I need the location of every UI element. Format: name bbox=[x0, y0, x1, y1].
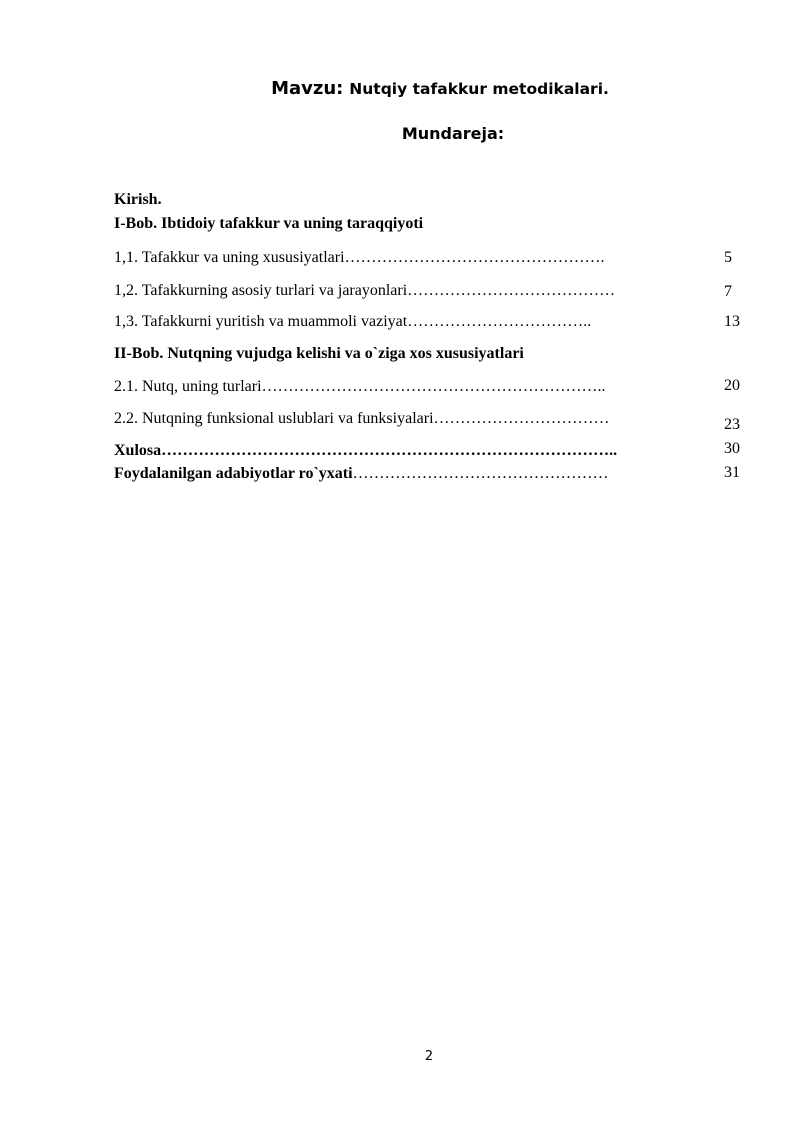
toc-entry-leader: ……………………………………………………….. bbox=[261, 378, 606, 395]
contents-heading: Mundareja: bbox=[401, 124, 505, 143]
page-number: 2 bbox=[424, 1049, 434, 1064]
toc-entry-leader: ………………………………………………………………………….. bbox=[161, 442, 618, 459]
toc-entry-label: 1,1. Tafakkur va uning xususiyatlari bbox=[114, 249, 345, 266]
toc-chapter-1-title: I-Bob. Ibtidoiy tafakkur va uning taraqqiyoti bbox=[114, 215, 424, 232]
toc-entry-page: 5 bbox=[724, 249, 732, 266]
toc-entry-leader: …………………………….. bbox=[407, 313, 592, 330]
toc-intro: Kirish. bbox=[114, 191, 162, 208]
toc-entry-page: 7 bbox=[724, 283, 732, 300]
document-title bbox=[0, 78, 800, 99]
toc-entry bbox=[114, 378, 606, 396]
toc-entry-label: 2.2. Nutqning funksional uslublari va funksiyalari bbox=[114, 410, 434, 427]
toc-entry-label: Xulosa bbox=[114, 442, 162, 459]
toc-references bbox=[114, 465, 609, 483]
toc-entry bbox=[114, 282, 615, 300]
toc-chapter-2-title: II-Bob. Nutqning vujudga kelishi va o`ziga xos xususiyatlari bbox=[114, 345, 524, 362]
toc-entry-leader: …………………………………………. bbox=[344, 249, 605, 266]
toc-entry-page: 13 bbox=[724, 313, 740, 330]
toc-entry bbox=[114, 249, 605, 267]
toc-entry-page: 30 bbox=[724, 440, 740, 457]
toc-entry-label: Foydalanilgan adabiyotlar ro`yxati bbox=[114, 465, 353, 482]
toc-conclusion bbox=[114, 442, 617, 460]
toc-entry-leader: …………………………… bbox=[433, 410, 610, 427]
toc-entry-label: 1,3. Tafakkurni yuritish va muammoli vaziyat bbox=[114, 313, 408, 330]
toc-entry-leader: ………………………………… bbox=[407, 282, 616, 299]
toc-entry-page: 31 bbox=[724, 464, 740, 481]
toc-entry-label: 2.1. Nutq, uning turlari bbox=[114, 378, 262, 395]
topic-text: Nutqiy tafakkur metodikalari. bbox=[349, 80, 609, 98]
toc-entry-page: 20 bbox=[724, 377, 740, 394]
toc-entry-page: 23 bbox=[724, 416, 740, 433]
toc-entry-leader: ………………………………………… bbox=[352, 465, 609, 482]
toc-entry bbox=[114, 410, 610, 428]
toc-entry bbox=[114, 313, 591, 331]
toc-entry-label: 1,2. Tafakkurning asosiy turlari va jarayonlari bbox=[114, 282, 408, 299]
topic-label: Mavzu: bbox=[271, 78, 344, 99]
